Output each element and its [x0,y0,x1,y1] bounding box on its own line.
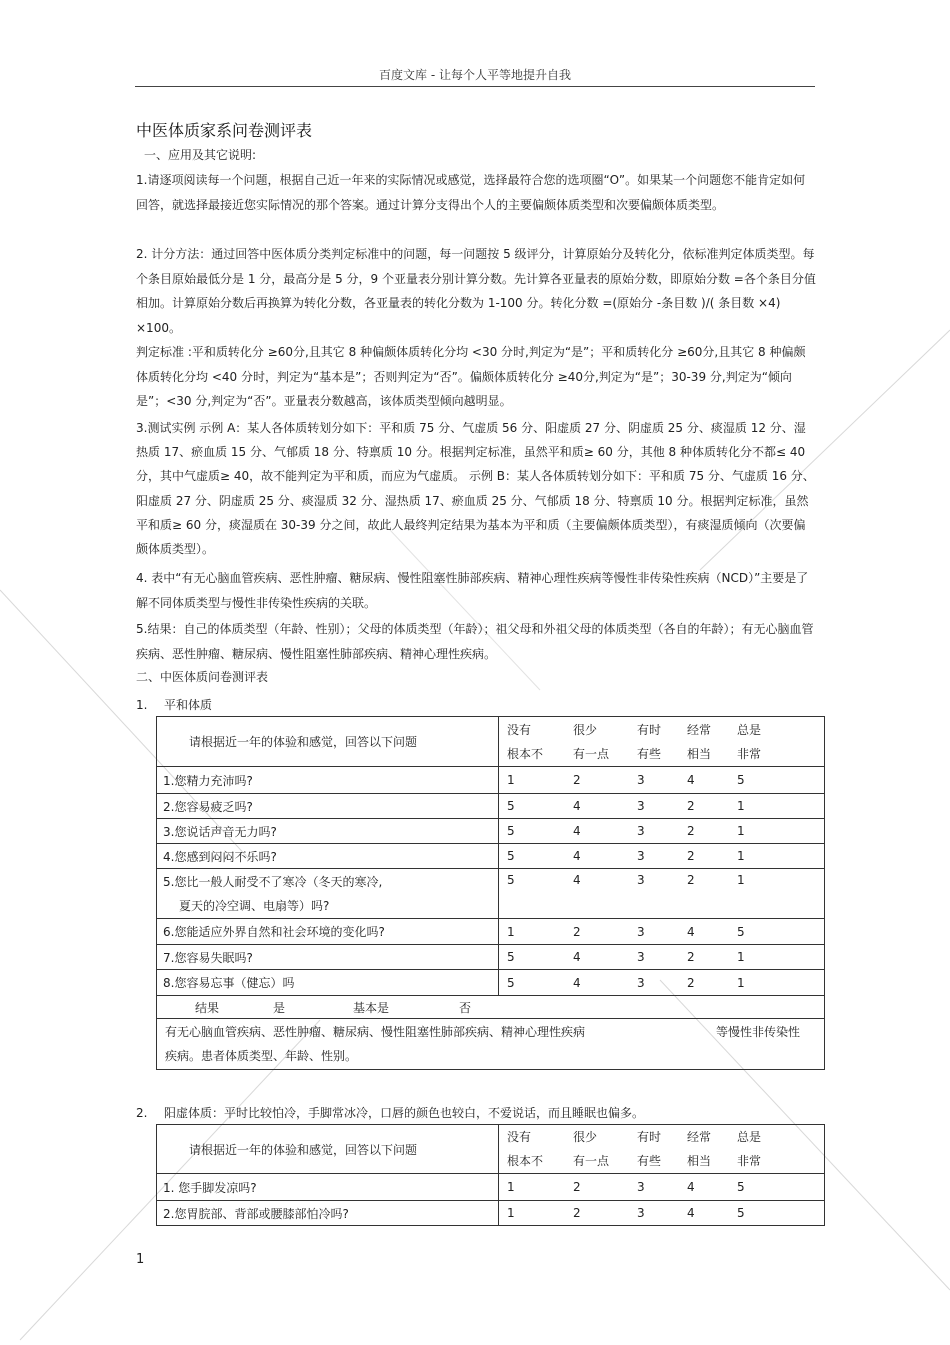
scale-top-1: 没有 [507,1130,532,1144]
score-option: 2 [573,924,581,939]
table-1-name: 平和体质 [164,698,213,712]
question-text: 1. 您手脚发凉吗? [157,1174,499,1201]
table-row [157,1174,825,1201]
score-option: 2 [687,849,695,863]
table-2-title [136,1104,644,1121]
question-text: 8.您容易忘事（健忘）吗 [157,970,499,996]
scale-bottom-4: 相当 [687,746,712,761]
page-number: 1 [136,1252,145,1267]
scale-bottom-4: 相当 [687,1154,712,1168]
score-option: 5 [737,1180,745,1194]
scale-bottom-1: 根本不 [507,1154,544,1168]
score-option: 4 [573,849,581,863]
score-option: 4 [687,1180,695,1194]
question-text: 3.您说话声音无力吗? [157,819,499,844]
score-option: 5 [507,873,515,887]
document-title: 中医体质家系问卷测评表 [136,121,313,140]
score-option: 2 [573,1206,581,1220]
score-option: 5 [507,975,515,990]
table-row [157,767,825,794]
score-options[interactable] [499,945,825,970]
score-options[interactable] [499,819,825,844]
score-option: 3 [637,924,645,939]
scale-bottom-2: 有一点 [573,1154,610,1168]
scale-top-2: 很少 [573,722,598,737]
score-option: 3 [637,799,645,813]
result-label: 结果 [195,1000,220,1015]
scale-header [499,1125,825,1174]
score-option: 3 [637,824,645,838]
scale-top-4: 经常 [687,722,712,737]
ncd-line-2: 疾病。患者体质类型、年龄、性别。 [165,1049,358,1063]
table-1-prompt: 请根据近一年的体验和感觉，回答以下问题 [157,717,499,767]
score-option: 1 [737,799,745,813]
score-option: 3 [637,873,645,887]
table-yang-deficiency [156,1124,825,1226]
score-option: 5 [737,924,745,939]
scale-bottom-1: 根本不 [507,746,544,761]
score-option: 3 [637,773,645,787]
score-option: 4 [573,799,581,813]
scale-top-5: 总是 [737,722,762,737]
score-option: 4 [687,773,695,787]
score-option: 4 [573,873,581,887]
ncd-line-1: 有无心脑血管疾病、恶性肿瘤、糖尿病、慢性阻塞性肺部疾病、精神心理性疾病 [165,1025,586,1039]
question-text: 6.您能适应外界自然和社会环境的变化吗? [157,919,499,945]
table-row [157,869,825,919]
score-option: 2 [573,1180,581,1194]
instruction-paragraph-1: 1.请逐项阅读每一个问题，根据自己近一年来的实际情况或感觉，选择最符合您的选项圈“O”。如果某一个问题您不能肯定如何回答，就选择最接近您实际情况的那个答案。通过计算分支得出个人的主要偏颇体质类型和次要偏颇体质类型。 [136,173,806,212]
question-text: 4.您感到闷闷不乐吗? [157,844,499,869]
header-divider [135,86,815,87]
score-options[interactable] [499,794,825,819]
score-option: 1 [737,849,745,863]
question-text [157,869,499,919]
scale-bottom-5: 非常 [737,1154,762,1168]
scale-top-4: 经常 [687,1130,712,1144]
score-option: 5 [507,799,515,813]
score-option: 1 [507,1180,515,1194]
table-1-number: 1. [136,698,148,712]
score-options[interactable] [499,767,825,794]
score-option: 1 [507,773,515,787]
section-2-heading: 二、中医体质问卷测评表 [136,670,269,684]
score-option: 4 [573,824,581,838]
table-row [157,844,825,869]
score-option: 1 [737,975,745,990]
table-1-title [136,696,212,713]
score-option: 3 [637,950,645,964]
result-option-yes[interactable]: 是 [273,1000,286,1015]
score-option: 2 [687,799,695,813]
question-text: 7.您容易失眠吗? [157,945,499,970]
table-row [157,1201,825,1226]
score-options[interactable] [499,844,825,869]
table-peace-constitution [156,716,825,1070]
score-option: 5 [737,773,745,787]
score-option: 3 [637,1206,645,1220]
ncd-cell [157,1019,825,1070]
score-option: 1 [507,1206,515,1220]
scale-top-3: 有时 [637,722,662,737]
score-option: 2 [687,824,695,838]
results-paragraph: 5.结果：自己的体质类型（年龄、性别）；父母的体质类型（年龄）；祖父母和外祖父母的体质类型（各自的年龄）；有无心脑血管疾病、恶性肿瘤、糖尿病、慢性阻塞性肺部疾病、精神心理性疾病。 [136,622,814,661]
score-option: 5 [507,950,515,964]
section-1-heading: 一、应用及其它说明: [144,148,257,162]
score-option: 1 [737,873,745,887]
table-2-name: 阳虚体质：平时比较怕冷，手脚常冰冷，口唇的颜色也较白，不爱说话，而且睡眠也偏多。 [164,1106,645,1120]
result-row [157,996,825,1019]
scale-top-1: 没有 [507,722,532,737]
score-options[interactable] [499,1174,825,1201]
scale-bottom-3: 有些 [637,1154,662,1168]
question-line-2: 夏天的冷空调、电扇等）吗? [179,898,330,913]
criteria-paragraph: 判定标准 :平和质转化分 ≥60分,且其它 8 种偏颇体质转化分均 <30 分时,判定为“是”；平和质转化分 ≥60分,且其它 8 种偏颇体质转化分均 <40 分时，判定为“基本是”；否则判定为“否”。偏颇体质转化分 ≥40分,判定为“是”；30-39 分,判定为“倾向是”；<30 分,判定为“否”。亚量表分数越高，该体质类型倾向越明显。 [136,345,806,408]
scale-bottom-2: 有一点 [573,746,610,761]
score-option: 3 [637,1180,645,1194]
score-option: 1 [737,824,745,838]
scale-top-2: 很少 [573,1130,598,1144]
score-option: 2 [687,950,695,964]
ncd-line-1-end: 等慢性非传染性 [715,1025,800,1039]
page-header: 百度文库 - 让每个人平等地提升自我 [379,68,571,82]
ncd-note-paragraph: 4. 表中“有无心脑血管疾病、恶性肿瘤、糖尿病、慢性阻塞性肺部疾病、精神心理性疾病等慢性非传染性疾病（NCD）”主要是了解不同体质类型与慢性非传染性疾病的关联。 [136,571,809,610]
ncd-row [157,1019,825,1070]
scale-top-row [507,1125,824,1149]
score-option: 5 [507,849,515,863]
score-options[interactable] [499,919,825,945]
scale-top-5: 总是 [737,1130,762,1144]
score-options[interactable] [499,869,825,919]
score-option: 2 [573,773,581,787]
scale-bottom-3: 有些 [637,746,662,761]
result-cell [157,996,825,1019]
question-text: 2.您容易疲乏吗? [157,794,499,819]
scale-header [499,717,825,767]
score-option: 4 [573,950,581,964]
example-paragraph: 3.测试实例 示例 A：某人各体质转划分如下：平和质 75 分、气虚质 56 分、阳虚质 27 分、阴虚质 25 分、痰湿质 12 分、湿热质 17、瘀血质 15 分、气郁质 18 分、特禀质 10 分。根据判定标准，虽然平和质≥ 60 分，其他 8 种体质转化分不都≤ 40 分，其中气虚质≥ 40，故不能判定为平和质，而应为气虚质。 示例 B：某人各体质转划分如下：平和质 75 分、气虚质 16 分、阳虚质 27 分、阴虚质 25 分、痰湿质 32 分、湿热质 17、瘀血质 25 分、气郁质 18 分、特禀质 10 分。根据判定标准，虽然平和质≥ 60 分，痰湿质在 30-39 分之间，故此人最终判定结果为基本为平和质（主要偏颇体质类型），有痰湿质倾向（次要偏颇体质类型）。 [136,421,815,557]
scale-bottom-row [507,1149,824,1173]
scale-bottom-5: 非常 [737,746,762,761]
score-options[interactable] [499,970,825,996]
score-option: 4 [687,924,695,939]
score-option: 1 [507,924,515,939]
table-row [157,919,825,945]
score-option: 5 [737,1206,745,1220]
table-row [157,970,825,996]
score-option: 2 [687,975,695,990]
scale-top-row [507,718,824,742]
table-row [157,794,825,819]
result-option-basically-yes[interactable]: 基本是 [353,1000,390,1015]
question-text: 2.您胃脘部、背部或腰膝部怕冷吗? [157,1201,499,1226]
score-option: 3 [637,975,645,990]
table-2-number: 2. [136,1106,148,1120]
table-row [157,819,825,844]
score-option: 3 [637,849,645,863]
score-option: 4 [687,1206,695,1220]
table-2-prompt: 请根据近一年的体验和感觉，回答以下问题 [157,1125,499,1174]
result-option-no[interactable]: 否 [459,1000,472,1015]
score-options[interactable] [499,1201,825,1226]
question-text: 1.您精力充沛吗? [157,767,499,794]
score-option: 2 [687,873,695,887]
scoring-method-paragraph: 2. 计分方法：通过回答中医体质分类判定标准中的问题，每一问题按 5 级评分，计算原始分及转化分，依标准判定体质类型。每个条目原始最低分是 1 分，最高分是 5 分，9 个亚量表分别计算分数。先计算各亚量表的原始分数，即原始分数 =各个条目分值相加。计算原始分数后再换算为转化分数，各亚量表的转化分数为 1-100 分。转化分数 =(原始分 -条目数 )/( 条目数 ×4) ×100。 [136,247,816,335]
question-line-1: 5.您比一般人耐受不了寒冷（冬天的寒冷, [163,874,383,889]
score-option: 1 [737,950,745,964]
scale-bottom-row [507,742,824,766]
table-row [157,945,825,970]
scale-top-3: 有时 [637,1130,662,1144]
score-option: 4 [573,975,581,990]
score-option: 5 [507,824,515,838]
